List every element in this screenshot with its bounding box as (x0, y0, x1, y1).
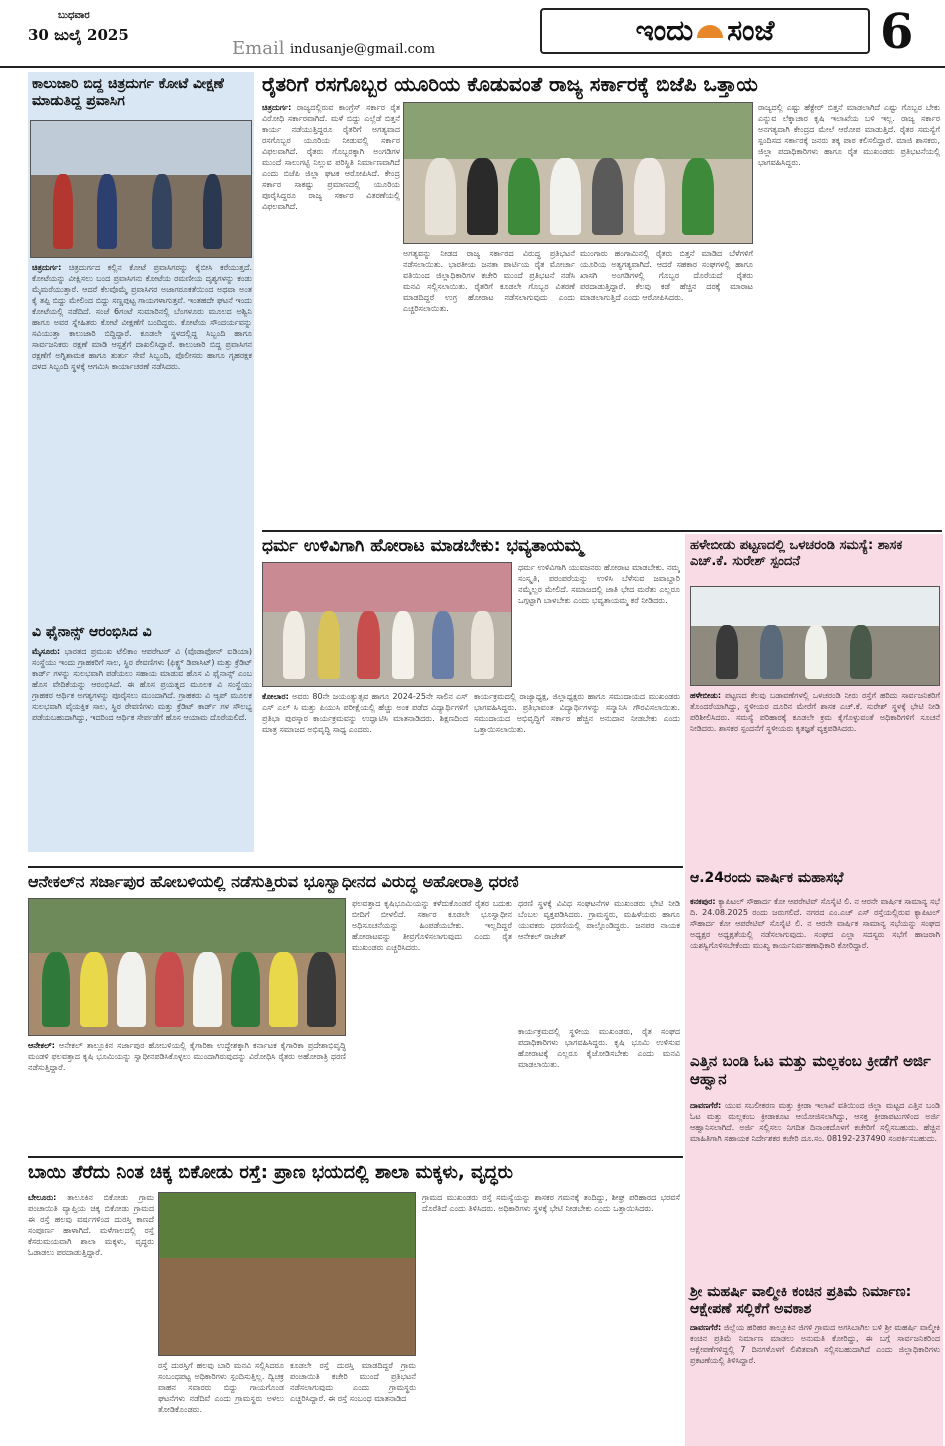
body-anekal-1: ಆನೇಕಲ್ ತಾಲ್ಲೂಕಿನ ಸರ್ಜಾಪುರ ಹೋಬಳಿಯಲ್ಲಿ ಕೈಗಾರಿಕಾ ಉದ್ದೇಶಕ್ಕಾಗಿ ಕರ್ನಾಟಕ ಕೈಗಾರಿಕಾ ಪ್ರದೇಶಾಭಿವೃದ್ಧಿ ಮಂಡಳಿ ಫಲವತ್ತಾದ ಕೃಷಿ ಭೂಮಿಯನ್ನು ಸ್ವಾಧೀನಪಡಿಸಿಕೊಳ್ಳಲು ಮುಂದಾಗಿರುವುದನ್ನು ವಿರೋಧಿಸಿ ರೈತರು ಅಹೋರಾತ್ರಿ ಧರಣಿ ನಡೆಸುತ್ತಿದ್ದಾರೆ. (28, 1041, 346, 1072)
email-address[interactable]: indusanje@gmail.com (290, 42, 436, 57)
photo-anekal-dharna (28, 898, 346, 1036)
body-halebeedu: ಪಟ್ಟಣದ ಕೆಲವು ಬಡಾವಣೆಗಳಲ್ಲಿ ಒಳಚರಂಡಿ ನೀರು ರಸ್ತೆಗೆ ಹರಿದು ಸಾರ್ವಜನಿಕರಿಗೆ ತೊಂದರೆಯಾಗಿದ್ದು, ಸ್ಥಳೀಯರ ದೂರಿನ ಮೇರೆಗೆ ಶಾಸಕ ಎಚ್.ಕೆ. ಸುರೇಶ್ ಸ್ಥಳಕ್ಕೆ ಭೇಟಿ ನೀಡಿ ಪರಿಶೀಲಿಸಿದರು. ಸಮಸ್ಯೆ ಪರಿಹಾರಕ್ಕೆ ಕೂಡಲೇ ಕ್ರಮ ಕೈಗೊಳ್ಳುವಂತೆ ಅಧಿಕಾರಿಗಳಿಗೆ ಸೂಚನೆ ನೀಡಿದರು. ಶಾಸಕರ ಸ್ಪಂದನೆಗೆ ಸ್ಥಳೀಯರು ಕೃತಜ್ಞತೆ ವ್ಯಕ್ತಪಡಿಸಿದರು. (690, 691, 940, 733)
article-anekal-col4 (518, 1026, 680, 1152)
day-label: ಬುಧವಾರ (58, 10, 90, 21)
logo-sun-icon (697, 25, 723, 38)
logo-text-right: ಸಂಜೆ (727, 14, 775, 47)
body-anekal-3: ಧರಣಿ ಸ್ಥಳಕ್ಕೆ ವಿವಿಧ ಸಂಘಟನೆಗಳ ಮುಖಂಡರು ಭೇಟಿ ನೀಡಿ ಬೆಂಬಲ ವ್ಯಕ್ತಪಡಿಸಿದರು. ಗ್ರಾಮಸ್ಥರು, ಮಹಿಳೆಯರು ಹಾಗೂ ಯುವಕರು ಧರಣಿಯಲ್ಲಿ ಪಾಲ್ಗೊಂಡಿದ್ದರು. ಜನಪರ ನಾಯಕ ಆನೇಕಲ್ ರಾಜೇಶ್ (518, 899, 680, 941)
dateline-bjp: ಚಿತ್ರದುರ್ಗ: (262, 103, 292, 112)
article-halebeedu (690, 690, 940, 860)
body-vifinance: ಭಾರತದ ಪ್ರಮುಖ ಟೆಲಿಕಾಂ ಆಪರೇಟರ್ ವಿ (ವೊಡಾಫೋನ್ ಐಡಿಯಾ) ಸಂಸ್ಥೆಯು ಇಂದು ಗ್ರಾಹಕರಿಗೆ ಸಾಲ, ಸ್ಥಿರ ಠೇವಣಿಗಳು (ಫಿಕ್ಸ್ಡ್ ಡಿಪಾಸಿಟ್) ಮತ್ತು ಕ್ರೆಡಿಟ್ ಕಾರ್ಡ್ ಗಳನ್ನು ಸುಲಭವಾಗಿ ಪಡೆಯಲು ಸಹಾಯ ಮಾಡುವ ಹೊಸ ವಿ ಫೈನಾನ್ಸ್ ಎಂಬ ಹೊಸ ವೇದಿಕೆಯನ್ನು ಆರಂಭಿಸಿದೆ. ಈ ಹೊಸ ಪ್ರಯತ್ನದ ಮೂಲಕ ವಿ ಸಂಸ್ಥೆಯು ಗ್ರಾಹಕರ ಆರ್ಥಿಕ ಅಗತ್ಯಗಳನ್ನು ಪೂರೈಸಲು ಮುಂದಾಗಿದೆ. ಗ್ರಾಹಕರು ವಿ ಆ್ಯಪ್ ಮೂಲಕ ಸುಲಭವಾಗಿ ವೈಯಕ್ತಿಕ ಸಾಲ, ಸ್ಥಿರ ಠೇವಣಿಗಳು ಮತ್ತು ಕ್ರೆಡಿಟ್ ಕಾರ್ಡ್ ಗಳ ಸೌಲಭ್ಯ ಪಡೆಯಬಹುದಾಗಿದ್ದು, ಇದರಿಂದ ಆರ್ಥಿಕ ಸೇರ್ಪಡೆಗೆ ಹೊಸ ಆಯಾಮ ದೊರೆಯಲಿದೆ. (32, 647, 252, 722)
dateline-valmiki: ದಾವಣಗೆರೆ: (690, 1323, 722, 1332)
article-vifinance (32, 646, 252, 850)
article-dharma-col2 (262, 691, 468, 863)
dateline-fort: ಚಿತ್ರದುರ್ಗ: (32, 263, 62, 272)
headline-halebeedu: ಹಳೇಬೀಡು ಪಟ್ಟಣದಲ್ಲಿ ಒಳಚರಂಡಿ ಸಮಸ್ಯೆ: ಶಾಸಕ ಎಚ್.ಕೆ. ಸುರೇಶ್ ಸ್ಪಂದನೆ (690, 538, 903, 569)
divider-bjp (262, 530, 942, 532)
photo-bjp-protest (403, 102, 753, 244)
body-dharma-2: ಅವರು 80ನೇ ಜಯಂತ್ಯುತ್ಸವ ಹಾಗೂ 2024-25ನೇ ಸಾಲಿನ ಎಸ್ ಎಸ್ ಎಲ್ ಸಿ ಮತ್ತು ಪಿಯುಸಿ ಪರೀಕ್ಷೆಯಲ್ಲಿ ಹೆಚ್ಚು ಅಂಕ ಪಡೆದ ವಿದ್ಯಾರ್ಥಿಗಳಿಗೆ ಪ್ರತಿಭಾ ಪುರಸ್ಕಾರ ಕಾರ್ಯಕ್ರಮವನ್ನು ಉದ್ಘಾಟಿಸಿ ಮಾತನಾಡಿದರು. ಶಿಕ್ಷಣದಿಂದ ಮಾತ್ರ ಸಮಾಜದ ಅಭಿವೃದ್ಧಿ ಸಾಧ್ಯ ಎಂದರು. (262, 692, 468, 734)
photo-road-mud (158, 1192, 416, 1356)
article-dharma-col1 (518, 562, 680, 687)
body-bjp-1: ರಾಜ್ಯದಲ್ಲಿರುವ ಕಾಂಗ್ರೆಸ್ ಸರ್ಕಾರ ರೈತ ವಿರೋಧಿ ಸರ್ಕಾರವಾಗಿದೆ. ಮಳೆ ಬಿದ್ದು ಎಲ್ಲೆಡೆ ಬಿತ್ತನೆ ಕಾರ್ಯ ನಡೆಯುತ್ತಿದ್ದರೂ ರೈತರಿಗೆ ಅಗತ್ಯವಾದ ರಸಗೊಬ್ಬರ ಯೂರಿಯ ನೀಡುವಲ್ಲಿ ಸರ್ಕಾರ ವಿಫಲವಾಗಿದೆ. ರೈತರು ಗೊಬ್ಬರಕ್ಕಾಗಿ ಅಂಗಡಿಗಳ ಮುಂದೆ ಸಾಲುಗಟ್ಟಿ ನಿಲ್ಲುವ ಪರಿಸ್ಥಿತಿ ನಿರ್ಮಾಣವಾಗಿದೆ ಎಂದು ಬಿಜೆಪಿ ಜಿಲ್ಲಾ ಘಟಕ ಆರೋಪಿಸಿದೆ. ಕೇಂದ್ರ ಸರ್ಕಾರ ಸಾಕಷ್ಟು ಪ್ರಮಾಣದಲ್ಲಿ ಯೂರಿಯ ಪೂರೈಸಿದ್ದರೂ ರಾಜ್ಯ ಸರ್ಕಾರ ವಿತರಣೆಯಲ್ಲಿ ವಿಫಲವಾಗಿದೆ. (262, 103, 400, 211)
article-anekal-col2 (352, 898, 512, 1152)
article-bjp-col2 (403, 248, 575, 528)
body-road-1: ತಾಲೂಕಿನ ಬಿಕೋಡು ಗ್ರಾಮ ಪಂಚಾಯಿತಿ ವ್ಯಾಪ್ತಿಯ ಚಿಕ್ಕ ಬಿಕೋಡು ಗ್ರಾಮದ ಈ ರಸ್ತೆ ಹಲವು ವರ್ಷಗಳಿಂದ ದುರಸ್ತಿ ಕಾಣದೆ ಸಂಪೂರ್ಣ ಹಾಳಾಗಿದೆ. ಮಳೆಗಾಲದಲ್ಲಿ ರಸ್ತೆ ಕೆಸರುಮಯವಾಗಿ ಶಾಲಾ ಮಕ್ಕಳು, ವೃದ್ಧರು ಓಡಾಡಲು ಪರದಾಡುತ್ತಿದ್ದಾರೆ. (28, 1193, 154, 1257)
headline-valmiki: ಶ್ರೀ ಮಹರ್ಷಿ ವಾಲ್ಮೀಕಿ ಕಂಚಿನ ಪ್ರತಿಮೆ ನಿರ್ಮಾಣ: ಆಕ್ಷೇಪಣೆ ಸಲ್ಲಿಕೆಗೆ ಅವಕಾಶ (690, 1284, 912, 1317)
body-valmiki: ಜಿಲ್ಲೆಯ ಹರಿಹರ ತಾಲ್ಲೂಕಿನ ಜಿಗಳಿ ಗ್ರಾಮದ ಅಗಸಿಬಾಗಿಲ ಬಳಿ ಶ್ರೀ ಮಹರ್ಷಿ ವಾಲ್ಮೀಕಿ ಕಂಚಿನ ಪ್ರತಿಮೆ ನಿರ್ಮಾಣ ಮಾಡಲು ಅನುಮತಿ ಕೋರಿದ್ದು, ಈ ಬಗ್ಗೆ ಸಾರ್ವಜನಿಕರಿಂದ ಆಕ್ಷೇಪಣೆಗಳಿದ್ದಲ್ಲಿ 7 ದಿನಗಳೊಳಗೆ ಲಿಖಿತವಾಗಿ ಸಲ್ಲಿಸಬಹುದಾಗಿದೆ ಎಂದು ಜಿಲ್ಲಾಧಿಕಾರಿಗಳು ಪ್ರಕಟಣೆಯಲ್ಲಿ ತಿಳಿಸಿದ್ದಾರೆ. (690, 1323, 940, 1365)
article-road-col4 (422, 1192, 680, 1444)
body-agm: ಕ್ಯಾಪಿಟಲ್ ಸೌಹಾರ್ದ ಕೋ ಆಪರೇಟಿವ್ ಸೊಸೈಟಿ ಲಿ. ನ ಆರನೇ ವಾರ್ಷಿಕ ಸಾಮಾನ್ಯ ಸಭೆ ದಿ. 24.08.2025 ರಂದು ಜರುಗಲಿದೆ. ನಗರದ ಎಂ.ಎಚ್ ಎಸ್ ರಸ್ತೆಯಲ್ಲಿರುವ ಕ್ಯಾಪಿಟಲ್ ಸೌಹಾರ್ದ ಕೋ ಆಪರೇಟಿವ್ ಸೊಸೈಟಿ ಲಿ. ನ ಆರನೇ ವಾರ್ಷಿಕ ಸಾಮಾನ್ಯ ಸಭೆಯನ್ನು ಸಂಘದ ಅಧ್ಯಕ್ಷರ ಅಧ್ಯಕ್ಷತೆಯಲ್ಲಿ ನಡೆಸಲಾಗುವುದು. ಸಂಘದ ಎಲ್ಲಾ ಸದಸ್ಯರು ಸಭೆಗೆ ಹಾಜರಾಗಿ ಯಶಸ್ವಿಗೊಳಿಸಬೇಕೆಂದು ಮುಖ್ಯ ಕಾರ್ಯನಿರ್ವಹಣಾಧಿಕಾರಿ ಕೋರಿದ್ದಾರೆ. (690, 897, 940, 950)
article-bjp-col3 (580, 248, 753, 528)
headline-agm: ಆ.24ರಂದು ವಾರ್ಷಿಕ ಮಹಾಸಭೆ (690, 870, 844, 886)
dateline-sports: ದಾವಣಗೆರೆ: (690, 1101, 722, 1110)
dateline-dharma: ಕೋಲಾರ: (262, 692, 289, 701)
body-anekal-2: ಫಲವತ್ತಾದ ಕೃಷಿಭೂಮಿಯನ್ನು ಕಳೆದುಕೊಂಡರೆ ರೈತರ ಬದುಕು ಬೀದಿಗೆ ಬೀಳಲಿದೆ. ಸರ್ಕಾರ ಕೂಡಲೇ ಭೂಸ್ವಾಧೀನ ಅಧಿಸೂಚನೆಯನ್ನು ಹಿಂಪಡೆಯಬೇಕು. ಇಲ್ಲದಿದ್ದರೆ ಹೋರಾಟವನ್ನು ತೀವ್ರಗೊಳಿಸಲಾಗುವುದು ಎಂದು ರೈತ ಮುಖಂಡರು ಎಚ್ಚರಿಸಿದರು. (352, 899, 512, 952)
article-sports (690, 1100, 940, 1280)
dateline-agm: ಕನಕಪುರ: (690, 897, 716, 906)
headline-road: ಬಾಯಿ ತೆರೆದು ನಿಂತ ಚಿಕ್ಕ ಬಿಕೋಡು ರಸ್ತೆ: ಪ್ರಾಣ ಭಯದಲ್ಲಿ ಶಾಲಾ ಮಕ್ಕಳು, ವೃದ್ಧರು (28, 1162, 513, 1183)
headline-anekal: ಆನೇಕಲ್‌ನ ಸರ್ಜಾಪುರ ಹೋಬಳಿಯಲ್ಲಿ ನಡೆಸುತ್ತಿರುವ ಭೂಸ್ವಾಧೀನದ ವಿರುದ್ಧ ಅಹೋರಾತ್ರಿ ಧರಣಿ (28, 872, 519, 891)
body-dharma-1: ಧರ್ಮ ಉಳಿವಿಗಾಗಿ ಯುವಜನರು ಹೋರಾಟ ಮಾಡಬೇಕು. ನಮ್ಮ ಸಂಸ್ಕೃತಿ, ಪರಂಪರೆಯನ್ನು ಉಳಿಸಿ ಬೆಳೆಸುವ ಜವಾಬ್ದಾರಿ ನಮ್ಮೆಲ್ಲರ ಮೇಲಿದೆ. ಸಮಾಜದಲ್ಲಿ ಜಾತಿ ಭೇದ ಮರೆತು ಎಲ್ಲರೂ ಒಗ್ಗಟ್ಟಾಗಿ ಬಾಳಬೇಕು ಎಂದು ಭವ್ಯತಾಯಮ್ಮ ಕರೆ ನೀಡಿದರು. (518, 563, 680, 605)
article-valmiki (690, 1322, 940, 1442)
body-fort: ಚಿತ್ರದುರ್ಗದ ಕಲ್ಲಿನ ಕೋಟೆ ಪ್ರವಾಸಿಗರನ್ನು ಕೈಬೀಸಿ ಕರೆಯುತ್ತದೆ. ಕೋಟೆಯನ್ನು ವೀಕ್ಷಿಸಲು ಬಂದ ಪ್ರವಾಸಿಗನು ಕೋಟೆಯ ರಮಣೀಯ ದೃಶ್ಯಗಳನ್ನು ಕಂಡು ಮೈಮರೆಯುತ್ತಾರೆ. ಆದರೆ ಕೆಲವೊಮ್ಮೆ ಪ್ರವಾಸಿಗರ ಅಜಾಗರೂಕತೆಯಿಂದ ಅಥವಾ ಅಂತ ಕೈ ತಪ್ಪಿ ಬಿದ್ದು ಮೇಲಿಂದ ಬಿದ್ದು ಸಣ್ಣಪುಟ್ಟ ಗಾಯಗಳಾಗುತ್ತವೆ. ಇಂತಹದೇ ಘಟನೆ ಇಂದು ಕೋಟೆಯಲ್ಲಿ ನಡೆದಿದೆ. ಸಂಜೆ 6ಗಂಟೆ ಸುಮಾರಿನಲ್ಲಿ ಬೆಂಗಳೂರು ಮೂಲದ ಅಶ್ವಿನಿ ಹಾಗೂ ಅವರ ಸ್ನೇಹಿತರು ಕೋಟೆ ವೀಕ್ಷಣೆಗೆ ಬಂದಿದ್ದರು. ಕೋಟೆಯ ಸೌಂದರ್ಯವನ್ನು ಸವಿಯುತ್ತಾ ಕಾಲುಜಾರಿ ಬಿದ್ದಿದ್ದಾರೆ. ಕೂಡಲೇ ಸ್ಥಳದಲ್ಲಿದ್ದ ಸಿಬ್ಬಂದಿ ಹಾಗೂ ಸಾರ್ವಜನಿಕರು ರಕ್ಷಣೆ ಮಾಡಿ ಆಸ್ಪತ್ರೆಗೆ ದಾಖಲಿಸಿದ್ದಾರೆ. ಕಾಲುಜಾರಿ ಬಿದ್ದ ಪ್ರವಾಸಿಗನ ರಕ್ಷಣೆಗೆ ಅಗ್ನಿಶಾಮಕ ಹಾಗೂ ತುರ್ತು ಸೇವೆ ಸಿಬ್ಬಂದಿ, ಪೊಲೀಸರು ಹಾಗೂ ಗೃಹರಕ್ಷಕ ದಳದ ಸಿಬ್ಬಂದಿ ಸ್ಥಳಕ್ಕೆ ಆಗಮಿಸಿ ಕಾರ್ಯಾಚರಣೆ ನಡೆಸಿದರು. (32, 263, 252, 371)
email-label: Email (232, 38, 285, 59)
article-agm (690, 896, 940, 1048)
body-road-4: ಗ್ರಾಮದ ಮುಖಂಡರು ರಸ್ತೆ ಸಮಸ್ಯೆಯನ್ನು ಶಾಸಕರ ಗಮನಕ್ಕೆ ತಂದಿದ್ದು, ಶೀಘ್ರ ಪರಿಹಾರದ ಭರವಸೆ ದೊರೆತಿದೆ ಎಂದು ತಿಳಿಸಿದರು. ಅಧಿಕಾರಿಗಳು ಸ್ಥಳಕ್ಕೆ ಭೇಟಿ ನೀಡಬೇಕು ಎಂದು ಒತ್ತಾಯಿಸಿದರು. (422, 1193, 680, 1213)
headline-sports: ಎತ್ತಿನ ಬಂಡಿ ಓಟ ಮತ್ತು ಮಲ್ಲಕಂಬ ಕ್ರೀಡೆಗೆ ಅರ್ಜಿ ಆಹ್ವಾನ (690, 1052, 931, 1088)
body-road-2: ರಸ್ತೆ ದುರಸ್ತಿಗೆ ಹಲವು ಬಾರಿ ಮನವಿ ಸಲ್ಲಿಸಿದರೂ ಸಂಬಂಧಪಟ್ಟ ಅಧಿಕಾರಿಗಳು ಸ್ಪಂದಿಸುತ್ತಿಲ್ಲ. ದ್ವಿಚಕ್ರ ವಾಹನ ಸವಾರರು ಬಿದ್ದು ಗಾಯಗೊಂಡ ಘಟನೆಗಳು ನಡೆದಿವೆ ಎಂದು ಗ್ರಾಮಸ್ಥರು ಅಳಲು ತೋಡಿಕೊಂಡರು. (158, 1361, 284, 1414)
dateline-anekal: ಆನೇಕಲ್: (28, 1041, 55, 1050)
article-anekal-col1 (28, 1040, 346, 1152)
article-road-col1 (28, 1192, 154, 1444)
body-bjp-4: ರಾಜ್ಯದಲ್ಲಿ ಎಷ್ಟು ಹೆಕ್ಟೇರ್ ಬಿತ್ತನೆ ಮಾಡಲಾಗಿದೆ ಎಷ್ಟು ಗೊಬ್ಬರ ಬೇಕು ಎನ್ನುವ ಲೆಕ್ಕಾಚಾರ ಕೃಷಿ ಇಲಾಖೆಯ ಬಳಿ ಇಲ್ಲ. ರಾಜ್ಯ ಸರ್ಕಾರ ಅನಗತ್ಯವಾಗಿ ಕೇಂದ್ರದ ಮೇಲೆ ಆರೋಪ ಮಾಡುತ್ತಿದೆ. ರೈತರ ಸಮಸ್ಯೆಗೆ ಸ್ಪಂದಿಸದ ಸರ್ಕಾರಕ್ಕೆ ಜನರು ತಕ್ಕ ಪಾಠ ಕಲಿಸಲಿದ್ದಾರೆ. ಮಾಜಿ ಶಾಸಕರು, ಜಿಲ್ಲಾ ಪದಾಧಿಕಾರಿಗಳು ಹಾಗೂ ರೈತ ಮುಖಂಡರು ಪ್ರತಿಭಟನೆಯಲ್ಲಿ ಭಾಗವಹಿಸಿದ್ದರು. (758, 103, 940, 167)
article-bjp-col4 (758, 102, 940, 528)
article-road-col3 (290, 1360, 416, 1444)
newspaper-logo (540, 8, 870, 54)
body-bjp-2: ಅಗತ್ಯವನ್ನು ನೀಡದ ರಾಜ್ಯ ಸರ್ಕಾರದ ವಿರುದ್ಧ ಪ್ರತಿಭಟನೆ ನಡೆಸಲಾಯಿತು. ಭಾರತೀಯ ಜನತಾ ಪಾರ್ಟಿಯ ರೈತ ಮೋರ್ಚಾ ವತಿಯಿಂದ ಜಿಲ್ಲಾಧಿಕಾರಿಗಳ ಕಚೇರಿ ಮುಂದೆ ಪ್ರತಿಭಟನೆ ನಡೆಸಿ ಮನವಿ ಸಲ್ಲಿಸಲಾಯಿತು. ರೈತರಿಗೆ ಕೂಡಲೇ ಗೊಬ್ಬರ ವಿತರಣೆ ಮಾಡದಿದ್ದರೆ ಉಗ್ರ ಹೋರಾಟ ನಡೆಸಲಾಗುವುದು ಎಂದು ಎಚ್ಚರಿಸಲಾಯಿತು. (403, 249, 575, 313)
body-bjp-3: ಮುಂಗಾರು ಹಂಗಾಮಿನಲ್ಲಿ ರೈತರು ಬಿತ್ತನೆ ಮಾಡಿದ ಬೆಳೆಗಳಿಗೆ ಯೂರಿಯ ಅತ್ಯಗತ್ಯವಾಗಿದೆ. ಆದರೆ ಸಹಕಾರ ಸಂಘಗಳಲ್ಲಿ ಹಾಗೂ ಖಾಸಗಿ ಅಂಗಡಿಗಳಲ್ಲಿ ಗೊಬ್ಬರ ದೊರೆಯದೆ ರೈತರು ಪರದಾಡುತ್ತಿದ್ದಾರೆ. ಕೆಲವು ಕಡೆ ಹೆಚ್ಚಿನ ದರಕ್ಕೆ ಮಾರಾಟ ಮಾಡಲಾಗುತ್ತಿದೆ ಎಂದು ಆರೋಪಿಸಿದರು. (580, 249, 753, 302)
headline-dharma: ಧರ್ಮ ಉಳಿವಿಗಾಗಿ ಹೋರಾಟ ಮಾಡಬೇಕು: ಭವ್ಯತಾಯಮ್ಮ (262, 536, 584, 556)
article-bjp-col1 (262, 102, 400, 526)
headline-fort: ಕಾಲುಜಾರಿ ಬಿದ್ದ ಚಿತ್ರದುರ್ಗ ಕೋಟೆ ವೀಕ್ಷಣೆ ಮಾಡುತಿದ್ದ ಪ್ರವಾಸಿಗ (32, 76, 224, 109)
article-road-col2 (158, 1360, 284, 1444)
headline-bjp: ರೈತರಿಗೆ ರಸಗೊಬ್ಬರ ಯೂರಿಯ ಕೊಡುವಂತೆ ರಾಜ್ಯ ಸರ್ಕಾರಕ್ಕೆ ಬಿಜೆಪಿ ಒತ್ತಾಯ (262, 72, 758, 96)
body-sports: ಯುವ ಸಬಲೀಕರಣ ಮತ್ತು ಕ್ರೀಡಾ ಇಲಾಖೆ ವತಿಯಿಂದ ಜಿಲ್ಲಾ ಮಟ್ಟದ ಎತ್ತಿನ ಬಂಡಿ ಓಟ ಮತ್ತು ಮಲ್ಲಕಂಬ ಕ್ರೀಡಾಕೂಟ ಆಯೋಜಿಸಲಾಗಿದ್ದು, ಆಸಕ್ತ ಕ್ರೀಡಾಪಟುಗಳಿಂದ ಅರ್ಜಿ ಆಹ್ವಾನಿಸಲಾಗಿದೆ. ಅರ್ಜಿ ಸಲ್ಲಿಸಲು ನಿಗದಿತ ದಿನಾಂಕದೊಳಗೆ ಕಚೇರಿಗೆ ಸಲ್ಲಿಸಬಹುದು. ಹೆಚ್ಚಿನ ಮಾಹಿತಿಗಾಗಿ ಸಹಾಯಕ ನಿರ್ದೇಶಕರ ಕಚೇರಿ ದೂ.ಸಂ. 08192-237490 ಸಂಪರ್ಕಿಸಬಹುದು. (690, 1101, 940, 1143)
photo-halebeedu (690, 586, 940, 686)
page-number: 6 (880, 4, 914, 60)
article-anekal-col3 (518, 898, 680, 1024)
photo-dharma-event (262, 562, 512, 687)
masthead (0, 0, 945, 68)
dateline-vifinance: ಮೈಸೂರು: (32, 647, 61, 656)
article-dharma-col3 (474, 691, 680, 863)
divider-anekal (28, 866, 683, 868)
body-dharma-3: ಕಾರ್ಯಕ್ರಮದಲ್ಲಿ ರಾಜ್ಯಾಧ್ಯಕ್ಷ, ಜಿಲ್ಲಾಧ್ಯಕ್ಷರು ಹಾಗೂ ಸಮುದಾಯದ ಮುಖಂಡರು ಭಾಗವಹಿಸಿದ್ದರು. ಪ್ರತಿಭಾವಂತ ವಿದ್ಯಾರ್ಥಿಗಳನ್ನು ಸನ್ಮಾನಿಸಿ ಗೌರವಿಸಲಾಯಿತು. ಸಮುದಾಯದ ಅಭಿವೃದ್ಧಿಗೆ ಸರ್ಕಾರ ಹೆಚ್ಚಿನ ಅನುದಾನ ನೀಡಬೇಕು ಎಂದು ಒತ್ತಾಯಿಸಲಾಯಿತು. (474, 692, 680, 734)
photo-fort-rescue (30, 120, 252, 258)
dateline-halebeedu: ಹಳೇಬೀಡು: (690, 691, 722, 700)
article-fort (32, 262, 252, 620)
body-anekal-4: ಕಾರ್ಯಕ್ರಮದಲ್ಲಿ ಸ್ಥಳೀಯ ಮುಖಂಡರು, ರೈತ ಸಂಘದ ಪದಾಧಿಕಾರಿಗಳು ಭಾಗವಹಿಸಿದ್ದರು. ಕೃಷಿ ಭೂಮಿ ಉಳಿಸುವ ಹೋರಾಟಕ್ಕೆ ಎಲ್ಲರೂ ಕೈಜೋಡಿಸಬೇಕು ಎಂದು ಮನವಿ ಮಾಡಲಾಯಿತು. (518, 1027, 680, 1069)
dateline-road: ಬೇಲೂರು: (28, 1193, 57, 1202)
body-road-3: ಕೂಡಲೇ ರಸ್ತೆ ದುರಸ್ತಿ ಮಾಡದಿದ್ದರೆ ಗ್ರಾಮ ಪಂಚಾಯಿತಿ ಕಚೇರಿ ಮುಂದೆ ಪ್ರತಿಭಟನೆ ನಡೆಸಲಾಗುವುದು ಎಂದು ಗ್ರಾಮಸ್ಥರು ಎಚ್ಚರಿಸಿದ್ದಾರೆ. ಈ ರಸ್ತೆ ಸಂಬಂಧ ಮಾತನಾಡಿದ (290, 1361, 416, 1403)
headline-vifinance: ವಿ ಫೈನಾನ್ಸ್ ಆರಂಭಿಸಿದ ವಿ (32, 624, 152, 640)
logo-text-left: ಇಂದು (635, 14, 694, 47)
divider-road (28, 1156, 683, 1158)
date-label: 30 ಜುಲೈ 2025 (28, 26, 129, 44)
